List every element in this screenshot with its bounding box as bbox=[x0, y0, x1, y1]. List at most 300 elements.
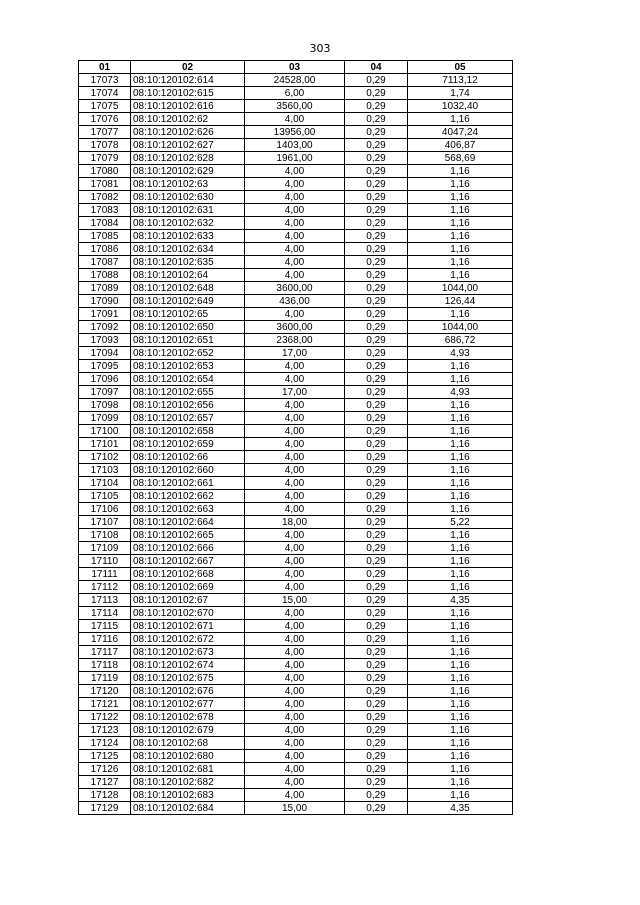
table-cell: 08:10:120102:651 bbox=[131, 334, 245, 347]
table-cell: 1,16 bbox=[408, 581, 513, 594]
table-cell: 17092 bbox=[79, 321, 131, 334]
table-row bbox=[79, 633, 513, 646]
table-cell: 4047,24 bbox=[408, 126, 513, 139]
column-header: 01 bbox=[79, 61, 131, 74]
table-cell: 08:10:120102:663 bbox=[131, 503, 245, 516]
table-row bbox=[79, 74, 513, 87]
table-cell: 17114 bbox=[79, 607, 131, 620]
table-cell: 1,16 bbox=[408, 490, 513, 503]
table-cell: 0,29 bbox=[345, 646, 408, 659]
table-cell: 4,35 bbox=[408, 802, 513, 815]
table-row bbox=[79, 763, 513, 776]
table-cell: 4,00 bbox=[245, 308, 345, 321]
table-row bbox=[79, 555, 513, 568]
table-cell: 08:10:120102:660 bbox=[131, 464, 245, 477]
table-cell: 0,29 bbox=[345, 477, 408, 490]
table-cell: 0,29 bbox=[345, 412, 408, 425]
data-table bbox=[78, 60, 513, 815]
table-row bbox=[79, 698, 513, 711]
table-cell: 4,00 bbox=[245, 269, 345, 282]
table-cell: 4,00 bbox=[245, 542, 345, 555]
table-cell: 0,29 bbox=[345, 685, 408, 698]
table-cell: 1,16 bbox=[408, 425, 513, 438]
table-cell: 17113 bbox=[79, 594, 131, 607]
table-cell: 08:10:120102:63 bbox=[131, 178, 245, 191]
table-cell: 17086 bbox=[79, 243, 131, 256]
table-cell: 4,00 bbox=[245, 412, 345, 425]
table-cell: 1,16 bbox=[408, 165, 513, 178]
table-cell: 17103 bbox=[79, 464, 131, 477]
table-cell: 08:10:120102:616 bbox=[131, 100, 245, 113]
table-row bbox=[79, 269, 513, 282]
table-cell: 5,22 bbox=[408, 516, 513, 529]
table-cell: 08:10:120102:652 bbox=[131, 347, 245, 360]
table-row bbox=[79, 178, 513, 191]
table-cell: 17,00 bbox=[245, 347, 345, 360]
table-cell: 1,16 bbox=[408, 568, 513, 581]
table-row bbox=[79, 568, 513, 581]
table-cell: 17110 bbox=[79, 555, 131, 568]
table-cell: 4,00 bbox=[245, 178, 345, 191]
table-cell: 08:10:120102:673 bbox=[131, 646, 245, 659]
table-cell: 4,00 bbox=[245, 763, 345, 776]
table-cell: 1,16 bbox=[408, 412, 513, 425]
table-cell: 1,74 bbox=[408, 87, 513, 100]
table-row bbox=[79, 100, 513, 113]
table-cell: 4,00 bbox=[245, 425, 345, 438]
table-cell: 1961,00 bbox=[245, 152, 345, 165]
table-row bbox=[79, 672, 513, 685]
table-row bbox=[79, 425, 513, 438]
table-row bbox=[79, 503, 513, 516]
table-cell: 1,16 bbox=[408, 308, 513, 321]
table-row bbox=[79, 243, 513, 256]
table-cell: 1,16 bbox=[408, 633, 513, 646]
table-cell: 1044,00 bbox=[408, 282, 513, 295]
table-row bbox=[79, 412, 513, 425]
table-cell: 17077 bbox=[79, 126, 131, 139]
table-cell: 0,29 bbox=[345, 789, 408, 802]
table-cell: 0,29 bbox=[345, 451, 408, 464]
table-cell: 08:10:120102:667 bbox=[131, 555, 245, 568]
table-cell: 08:10:120102:677 bbox=[131, 698, 245, 711]
table-cell: 17098 bbox=[79, 399, 131, 412]
table-cell: 17117 bbox=[79, 646, 131, 659]
column-header: 03 bbox=[245, 61, 345, 74]
table-cell: 0,29 bbox=[345, 464, 408, 477]
table-cell: 08:10:120102:632 bbox=[131, 217, 245, 230]
table-cell: 17119 bbox=[79, 672, 131, 685]
table-cell: 0,29 bbox=[345, 360, 408, 373]
table-row bbox=[79, 204, 513, 217]
table-row bbox=[79, 87, 513, 100]
table-row bbox=[79, 191, 513, 204]
table-cell: 1,16 bbox=[408, 217, 513, 230]
table-cell: 17079 bbox=[79, 152, 131, 165]
table-cell: 08:10:120102:630 bbox=[131, 191, 245, 204]
table-row bbox=[79, 347, 513, 360]
table-cell: 0,29 bbox=[345, 178, 408, 191]
table-cell: 08:10:120102:655 bbox=[131, 386, 245, 399]
table-cell: 17073 bbox=[79, 74, 131, 87]
table-cell: 1,16 bbox=[408, 776, 513, 789]
table-cell: 17075 bbox=[79, 100, 131, 113]
table-row bbox=[79, 659, 513, 672]
table-cell: 17121 bbox=[79, 698, 131, 711]
table-cell: 4,00 bbox=[245, 776, 345, 789]
table-body bbox=[79, 74, 513, 815]
table-cell: 08:10:120102:653 bbox=[131, 360, 245, 373]
table-cell: 1,16 bbox=[408, 113, 513, 126]
column-header: 02 bbox=[131, 61, 245, 74]
table-cell: 17,00 bbox=[245, 386, 345, 399]
table-cell: 17093 bbox=[79, 334, 131, 347]
table-cell: 17088 bbox=[79, 269, 131, 282]
table-cell: 08:10:120102:683 bbox=[131, 789, 245, 802]
table-cell: 1032,40 bbox=[408, 100, 513, 113]
table-row bbox=[79, 256, 513, 269]
table-cell: 1,16 bbox=[408, 464, 513, 477]
table-cell: 17083 bbox=[79, 204, 131, 217]
table-cell: 0,29 bbox=[345, 139, 408, 152]
table-cell: 4,00 bbox=[245, 399, 345, 412]
table-cell: 0,29 bbox=[345, 581, 408, 594]
table-cell: 08:10:120102:614 bbox=[131, 74, 245, 87]
table-cell: 08:10:120102:679 bbox=[131, 724, 245, 737]
table-cell: 4,00 bbox=[245, 581, 345, 594]
table-cell: 126,44 bbox=[408, 295, 513, 308]
table-row bbox=[79, 152, 513, 165]
table-cell: 13956,00 bbox=[245, 126, 345, 139]
table-cell: 0,29 bbox=[345, 269, 408, 282]
table-cell: 17085 bbox=[79, 230, 131, 243]
table-cell: 08:10:120102:658 bbox=[131, 425, 245, 438]
table-cell: 17109 bbox=[79, 542, 131, 555]
table-cell: 0,29 bbox=[345, 152, 408, 165]
table-cell: 08:10:120102:662 bbox=[131, 490, 245, 503]
table-cell: 1,16 bbox=[408, 529, 513, 542]
table-cell: 3600,00 bbox=[245, 282, 345, 295]
table-cell: 17084 bbox=[79, 217, 131, 230]
page-number: 303 bbox=[309, 42, 331, 55]
table-cell: 0,29 bbox=[345, 555, 408, 568]
table-row bbox=[79, 217, 513, 230]
table-row bbox=[79, 386, 513, 399]
table-cell: 4,00 bbox=[245, 464, 345, 477]
table-row bbox=[79, 334, 513, 347]
table-cell: 4,00 bbox=[245, 724, 345, 737]
table-cell: 0,29 bbox=[345, 373, 408, 386]
table-cell: 0,29 bbox=[345, 672, 408, 685]
table-cell: 08:10:120102:669 bbox=[131, 581, 245, 594]
table-cell: 17089 bbox=[79, 282, 131, 295]
table-header-row bbox=[79, 61, 513, 74]
table-cell: 08:10:120102:664 bbox=[131, 516, 245, 529]
table-cell: 4,00 bbox=[245, 672, 345, 685]
table-cell: 08:10:120102:666 bbox=[131, 542, 245, 555]
table-cell: 1,16 bbox=[408, 672, 513, 685]
table-cell: 4,00 bbox=[245, 568, 345, 581]
table-cell: 0,29 bbox=[345, 321, 408, 334]
table-cell: 3560,00 bbox=[245, 100, 345, 113]
column-header: 05 bbox=[408, 61, 513, 74]
table-cell: 08:10:120102:634 bbox=[131, 243, 245, 256]
table-cell: 17122 bbox=[79, 711, 131, 724]
table-cell: 0,29 bbox=[345, 750, 408, 763]
table-cell: 17128 bbox=[79, 789, 131, 802]
table-cell: 08:10:120102:64 bbox=[131, 269, 245, 282]
table-row bbox=[79, 646, 513, 659]
table-cell: 0,29 bbox=[345, 100, 408, 113]
table-cell: 18,00 bbox=[245, 516, 345, 529]
table-cell: 4,00 bbox=[245, 685, 345, 698]
table-cell: 08:10:120102:675 bbox=[131, 672, 245, 685]
table-cell: 1,16 bbox=[408, 607, 513, 620]
table-cell: 17096 bbox=[79, 373, 131, 386]
table-cell: 4,00 bbox=[245, 711, 345, 724]
table-cell: 17078 bbox=[79, 139, 131, 152]
table-cell: 0,29 bbox=[345, 74, 408, 87]
table-cell: 0,29 bbox=[345, 217, 408, 230]
table-cell: 17105 bbox=[79, 490, 131, 503]
table-cell: 17080 bbox=[79, 165, 131, 178]
table-cell: 08:10:120102:633 bbox=[131, 230, 245, 243]
table-cell: 0,29 bbox=[345, 256, 408, 269]
table-cell: 17116 bbox=[79, 633, 131, 646]
table-cell: 08:10:120102:676 bbox=[131, 685, 245, 698]
table-cell: 1,16 bbox=[408, 659, 513, 672]
table-cell: 4,93 bbox=[408, 347, 513, 360]
table-cell: 17123 bbox=[79, 724, 131, 737]
table-cell: 08:10:120102:65 bbox=[131, 308, 245, 321]
table-cell: 4,00 bbox=[245, 165, 345, 178]
table-cell: 4,00 bbox=[245, 360, 345, 373]
table-cell: 17126 bbox=[79, 763, 131, 776]
table-cell: 0,29 bbox=[345, 308, 408, 321]
table-row bbox=[79, 165, 513, 178]
table-cell: 1,16 bbox=[408, 178, 513, 191]
table-cell: 08:10:120102:672 bbox=[131, 633, 245, 646]
table-cell: 3600,00 bbox=[245, 321, 345, 334]
table-cell: 0,29 bbox=[345, 620, 408, 633]
table-cell: 4,00 bbox=[245, 737, 345, 750]
table-cell: 0,29 bbox=[345, 126, 408, 139]
table-cell: 1,16 bbox=[408, 750, 513, 763]
table-cell: 1,16 bbox=[408, 685, 513, 698]
table-cell: 17120 bbox=[79, 685, 131, 698]
table-row bbox=[79, 373, 513, 386]
table-row bbox=[79, 399, 513, 412]
table-cell: 08:10:120102:682 bbox=[131, 776, 245, 789]
table-cell: 0,29 bbox=[345, 659, 408, 672]
table-cell: 0,29 bbox=[345, 347, 408, 360]
table-cell: 4,00 bbox=[245, 620, 345, 633]
table-cell: 17115 bbox=[79, 620, 131, 633]
table-cell: 0,29 bbox=[345, 776, 408, 789]
table-cell: 17106 bbox=[79, 503, 131, 516]
table-cell: 17090 bbox=[79, 295, 131, 308]
table-cell: 08:10:120102:628 bbox=[131, 152, 245, 165]
table-cell: 17125 bbox=[79, 750, 131, 763]
table-cell: 4,00 bbox=[245, 256, 345, 269]
table-cell: 17097 bbox=[79, 386, 131, 399]
table-cell: 17107 bbox=[79, 516, 131, 529]
table-cell: 0,29 bbox=[345, 282, 408, 295]
table-cell: 1,16 bbox=[408, 711, 513, 724]
table-row bbox=[79, 737, 513, 750]
table-cell: 0,29 bbox=[345, 633, 408, 646]
table-cell: 1,16 bbox=[408, 724, 513, 737]
table-cell: 4,00 bbox=[245, 373, 345, 386]
table-cell: 08:10:120102:656 bbox=[131, 399, 245, 412]
table-cell: 1,16 bbox=[408, 204, 513, 217]
table-row bbox=[79, 685, 513, 698]
table-cell: 568,69 bbox=[408, 152, 513, 165]
table-cell: 1,16 bbox=[408, 230, 513, 243]
table-cell: 17087 bbox=[79, 256, 131, 269]
table-cell: 1,16 bbox=[408, 399, 513, 412]
table-cell: 4,00 bbox=[245, 477, 345, 490]
table-cell: 08:10:120102:627 bbox=[131, 139, 245, 152]
table-cell: 17101 bbox=[79, 438, 131, 451]
table-row bbox=[79, 113, 513, 126]
table-cell: 17124 bbox=[79, 737, 131, 750]
table-cell: 08:10:120102:678 bbox=[131, 711, 245, 724]
table-row bbox=[79, 477, 513, 490]
table-row bbox=[79, 438, 513, 451]
table-cell: 08:10:120102:66 bbox=[131, 451, 245, 464]
table-cell: 08:10:120102:615 bbox=[131, 87, 245, 100]
table-cell: 0,29 bbox=[345, 334, 408, 347]
table-row bbox=[79, 711, 513, 724]
table-cell: 4,00 bbox=[245, 659, 345, 672]
table-cell: 1,16 bbox=[408, 360, 513, 373]
table-cell: 17082 bbox=[79, 191, 131, 204]
table-cell: 1,16 bbox=[408, 451, 513, 464]
table-cell: 6,00 bbox=[245, 87, 345, 100]
table-cell: 0,29 bbox=[345, 204, 408, 217]
table-row bbox=[79, 451, 513, 464]
table-cell: 08:10:120102:629 bbox=[131, 165, 245, 178]
table-row bbox=[79, 139, 513, 152]
table-cell: 0,29 bbox=[345, 516, 408, 529]
table-cell: 4,00 bbox=[245, 113, 345, 126]
table-cell: 4,00 bbox=[245, 490, 345, 503]
table-cell: 0,29 bbox=[345, 191, 408, 204]
table-cell: 4,00 bbox=[245, 503, 345, 516]
table-row bbox=[79, 581, 513, 594]
table-cell: 08:10:120102:671 bbox=[131, 620, 245, 633]
table-cell: 17094 bbox=[79, 347, 131, 360]
table-cell: 4,00 bbox=[245, 607, 345, 620]
table-cell: 0,29 bbox=[345, 594, 408, 607]
table-row bbox=[79, 802, 513, 815]
table-cell: 0,29 bbox=[345, 113, 408, 126]
table-cell: 0,29 bbox=[345, 243, 408, 256]
table-cell: 08:10:120102:657 bbox=[131, 412, 245, 425]
table-row bbox=[79, 594, 513, 607]
table-cell: 08:10:120102:654 bbox=[131, 373, 245, 386]
table-cell: 08:10:120102:648 bbox=[131, 282, 245, 295]
table-row bbox=[79, 230, 513, 243]
table-cell: 4,00 bbox=[245, 789, 345, 802]
table-cell: 08:10:120102:665 bbox=[131, 529, 245, 542]
table-cell: 4,00 bbox=[245, 230, 345, 243]
table-cell: 1,16 bbox=[408, 477, 513, 490]
table-row bbox=[79, 516, 513, 529]
table-cell: 4,00 bbox=[245, 204, 345, 217]
table-cell: 0,29 bbox=[345, 542, 408, 555]
table-cell: 17100 bbox=[79, 425, 131, 438]
table-cell: 17111 bbox=[79, 568, 131, 581]
table-cell: 08:10:120102:68 bbox=[131, 737, 245, 750]
table-cell: 0,29 bbox=[345, 568, 408, 581]
table-cell: 1,16 bbox=[408, 789, 513, 802]
table-cell: 15,00 bbox=[245, 594, 345, 607]
table-cell: 0,29 bbox=[345, 165, 408, 178]
table-cell: 4,00 bbox=[245, 243, 345, 256]
table-row bbox=[79, 464, 513, 477]
table-cell: 1,16 bbox=[408, 737, 513, 750]
table-cell: 0,29 bbox=[345, 386, 408, 399]
table-cell: 0,29 bbox=[345, 87, 408, 100]
table-row bbox=[79, 750, 513, 763]
table-cell: 2368,00 bbox=[245, 334, 345, 347]
table-row bbox=[79, 282, 513, 295]
table-cell: 08:10:120102:62 bbox=[131, 113, 245, 126]
table-cell: 0,29 bbox=[345, 230, 408, 243]
table-cell: 1044,00 bbox=[408, 321, 513, 334]
table-cell: 17074 bbox=[79, 87, 131, 100]
table-cell: 08:10:120102:681 bbox=[131, 763, 245, 776]
table-row bbox=[79, 607, 513, 620]
table-cell: 1,16 bbox=[408, 646, 513, 659]
table-cell: 4,00 bbox=[245, 750, 345, 763]
table-row bbox=[79, 490, 513, 503]
table-cell: 436,00 bbox=[245, 295, 345, 308]
table-cell: 08:10:120102:635 bbox=[131, 256, 245, 269]
table-cell: 1,16 bbox=[408, 698, 513, 711]
table-row bbox=[79, 126, 513, 139]
table-cell: 0,29 bbox=[345, 438, 408, 451]
table-cell: 17108 bbox=[79, 529, 131, 542]
table-cell: 17102 bbox=[79, 451, 131, 464]
table-cell: 0,29 bbox=[345, 490, 408, 503]
table-row bbox=[79, 321, 513, 334]
table-cell: 17081 bbox=[79, 178, 131, 191]
table-cell: 08:10:120102:680 bbox=[131, 750, 245, 763]
table-cell: 08:10:120102:670 bbox=[131, 607, 245, 620]
table-cell: 1,16 bbox=[408, 191, 513, 204]
table-cell: 17091 bbox=[79, 308, 131, 321]
table-cell: 0,29 bbox=[345, 425, 408, 438]
table-cell: 4,00 bbox=[245, 698, 345, 711]
table-cell: 17129 bbox=[79, 802, 131, 815]
table-cell: 0,29 bbox=[345, 737, 408, 750]
table-row bbox=[79, 789, 513, 802]
table-cell: 4,00 bbox=[245, 451, 345, 464]
table-cell: 08:10:120102:67 bbox=[131, 594, 245, 607]
table-cell: 0,29 bbox=[345, 698, 408, 711]
table-cell: 08:10:120102:626 bbox=[131, 126, 245, 139]
table-cell: 17118 bbox=[79, 659, 131, 672]
table-cell: 17099 bbox=[79, 412, 131, 425]
table-cell: 0,29 bbox=[345, 503, 408, 516]
table-cell: 0,29 bbox=[345, 711, 408, 724]
table-cell: 08:10:120102:631 bbox=[131, 204, 245, 217]
table-cell: 0,29 bbox=[345, 295, 408, 308]
table-cell: 4,00 bbox=[245, 633, 345, 646]
